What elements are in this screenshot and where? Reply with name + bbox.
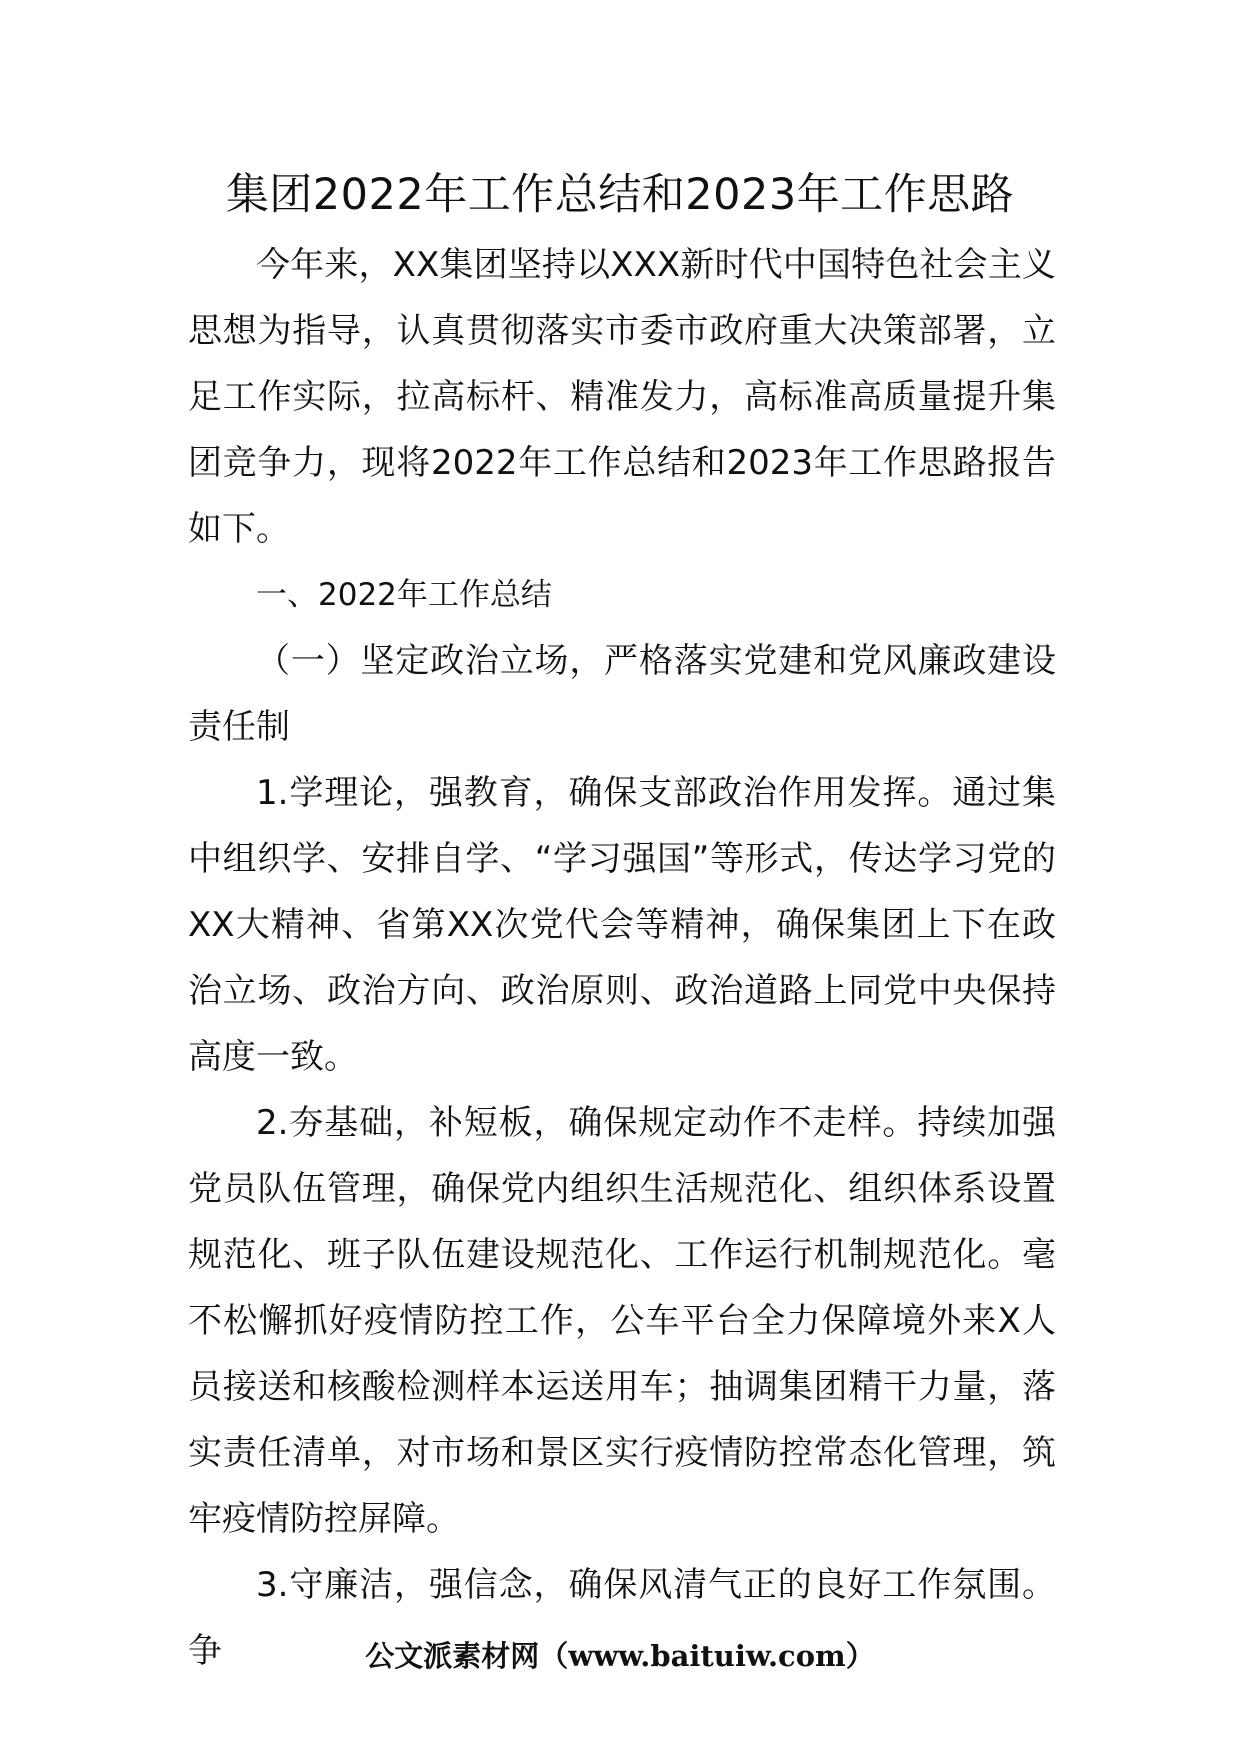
list-item-2: 2.夯基础，补短板，确保规定动作不走样。持续加强党员队伍管理，确保党内组织生活规范化、组织体系设置规范化、班子队伍建设规范化、工作运行机制规范化。毫不松懈抓好疫情防控工作，公车平台全力保障境外来X人员接送和核酸检测样本运送用车；抽调集团精干力量，落实责任清单，对市场和景区实行疫情防控常态化管理，筑牢疫情防控屏障。	[188, 1103, 1056, 1539]
document-title: 集团2022年工作总结和2023年工作思路	[225, 170, 1015, 220]
section-heading-1: 一、2022年工作总结	[256, 577, 552, 613]
list-item-3: 3.守廉洁，强信念，确保风清气正的良好工作氛围。争	[188, 1565, 1056, 1671]
list-item-1: 1.学理论，强教育，确保支部政治作用发挥。通过集中组织学、安排自学、“学习强国”等形式，传达学习党的XX大精神、省第XX次党代会等精神，确保集团上下在政治立场、政治方向、政治原则、政治道路上同党中央保持高度一致。	[188, 773, 1056, 1077]
document-body	[188, 232, 1056, 1684]
intro-paragraph: 今年来，XX集团坚持以XXX新时代中国特色社会主义思想为指导，认真贯彻落实市委市政府重大决策部署，立足工作实际，拉高标杆、精准发力，高标准高质量提升集团竞争力，现将2022年工作总结和2023年工作思路报告如下。	[188, 245, 1056, 549]
subsection-heading-1: （一）坚定政治立场，严格落实党建和党风廉政建设责任制	[188, 641, 1056, 747]
footer-watermark: 公文派素材网（www.baituiw.com）	[365, 1639, 875, 1673]
